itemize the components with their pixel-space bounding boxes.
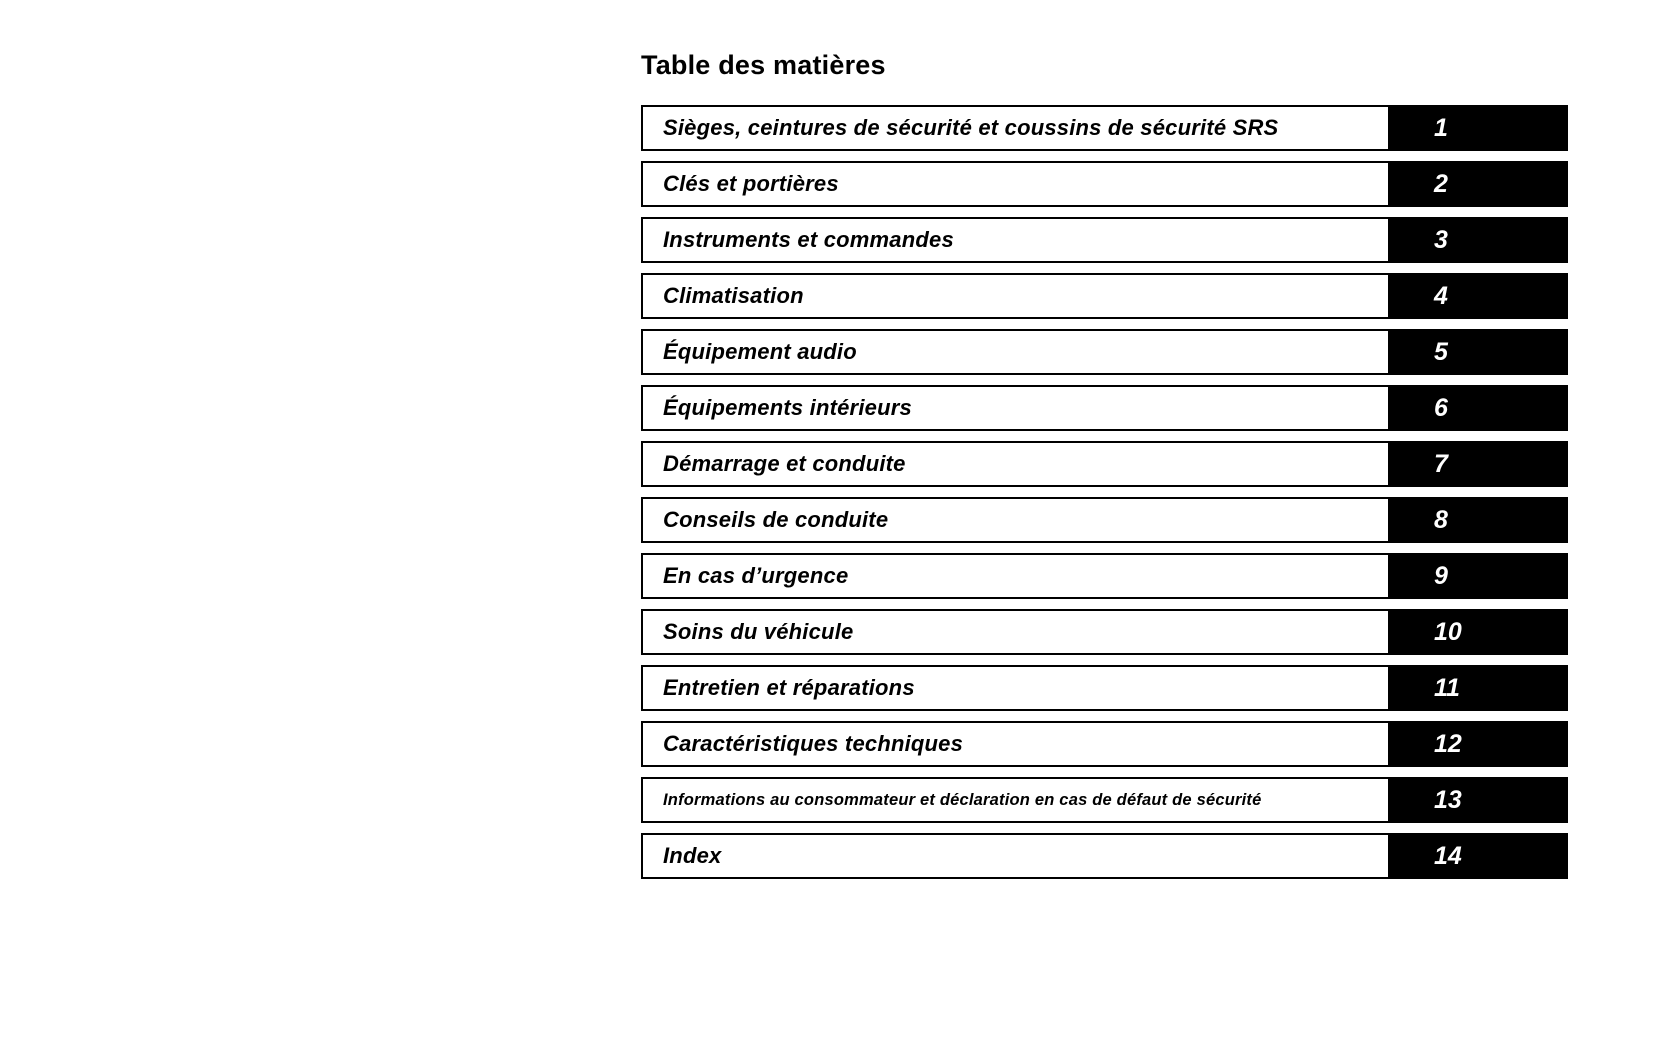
toc-row — [641, 329, 1568, 375]
chapter-number-tab — [1390, 441, 1568, 487]
toc-row — [641, 777, 1568, 823]
chapter-title-box — [641, 665, 1390, 711]
toc-row — [641, 105, 1568, 151]
chapter-number-tab — [1390, 609, 1568, 655]
chapter-number: 2 — [1434, 169, 1448, 198]
chapter-title: Caractéristiques techniques — [663, 731, 964, 756]
chapter-number-tab — [1390, 161, 1568, 207]
page-title: Table des matières — [641, 50, 886, 80]
chapter-number: 1 — [1434, 113, 1448, 142]
chapter-title: En cas d’urgence — [663, 563, 849, 588]
chapter-title: Démarrage et conduite — [663, 451, 906, 476]
chapter-number-tab — [1390, 777, 1568, 823]
toc-row — [641, 833, 1568, 879]
chapter-number-tab — [1390, 721, 1568, 767]
chapter-number-tab — [1390, 833, 1568, 879]
chapter-number: 10 — [1434, 617, 1462, 646]
toc-row — [641, 497, 1568, 543]
chapter-title: Instruments et commandes — [663, 227, 954, 252]
chapter-number: 14 — [1434, 841, 1462, 870]
chapter-number-tab — [1390, 497, 1568, 543]
chapter-title-box — [641, 273, 1390, 319]
chapter-title: Index — [663, 843, 722, 868]
chapter-number: 5 — [1434, 337, 1448, 366]
toc-row — [641, 161, 1568, 207]
chapter-title-box — [641, 721, 1390, 767]
chapter-number: 4 — [1434, 281, 1448, 310]
chapter-title: Climatisation — [663, 283, 804, 308]
chapter-number: 8 — [1434, 505, 1448, 534]
chapter-number-tab — [1390, 217, 1568, 263]
chapter-number-tab — [1390, 385, 1568, 431]
chapter-number-tab — [1390, 553, 1568, 599]
chapter-title: Soins du véhicule — [663, 619, 854, 644]
chapter-number-tab — [1390, 665, 1568, 711]
chapter-number: 7 — [1434, 449, 1448, 478]
chapter-title-box — [641, 441, 1390, 487]
toc-row — [641, 721, 1568, 767]
chapter-title-box — [641, 105, 1390, 151]
chapter-title: Informations au consommateur et déclaration en cas de défaut de sécurité — [663, 790, 1262, 809]
chapter-title: Équipements intérieurs — [663, 395, 912, 420]
toc-row — [641, 217, 1568, 263]
chapter-title: Équipement audio — [663, 339, 857, 364]
chapter-title-box — [641, 385, 1390, 431]
chapter-title: Entretien et réparations — [663, 675, 915, 700]
chapter-title-box — [641, 833, 1390, 879]
chapter-number-tab — [1390, 105, 1568, 151]
chapter-number: 11 — [1434, 673, 1460, 702]
toc-row — [641, 609, 1568, 655]
chapter-number: 13 — [1434, 785, 1462, 814]
chapter-title-box — [641, 609, 1390, 655]
chapter-title: Clés et portières — [663, 171, 839, 196]
chapter-title-box — [641, 553, 1390, 599]
chapter-title-box — [641, 329, 1390, 375]
chapter-number: 12 — [1434, 729, 1462, 758]
chapter-title-box — [641, 161, 1390, 207]
chapter-number-tab — [1390, 329, 1568, 375]
chapter-number: 6 — [1434, 393, 1448, 422]
chapter-title-box — [641, 777, 1390, 823]
chapter-title: Conseils de conduite — [663, 507, 889, 532]
toc-row — [641, 553, 1568, 599]
chapter-number: 3 — [1434, 225, 1448, 254]
toc-list — [641, 105, 1568, 889]
toc-row — [641, 385, 1568, 431]
chapter-title-box — [641, 497, 1390, 543]
chapter-number: 9 — [1434, 561, 1448, 590]
chapter-title: Sièges, ceintures de sécurité et coussins de sécurité SRS — [663, 115, 1279, 140]
chapter-number-tab — [1390, 273, 1568, 319]
chapter-title-box — [641, 217, 1390, 263]
toc-row — [641, 441, 1568, 487]
toc-row — [641, 665, 1568, 711]
toc-row — [641, 273, 1568, 319]
